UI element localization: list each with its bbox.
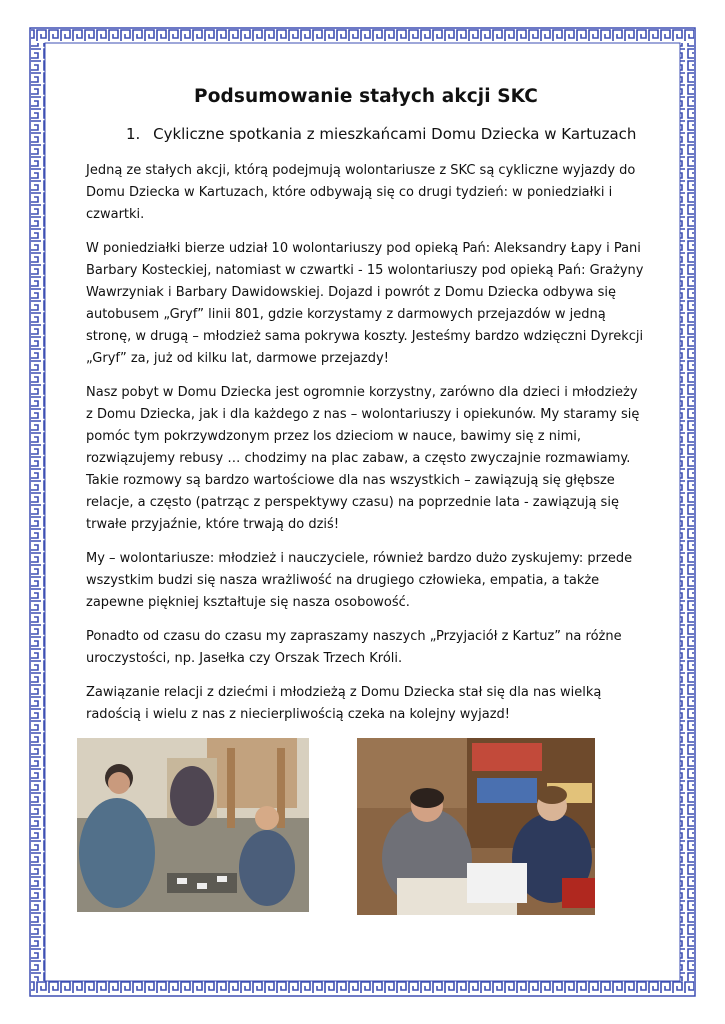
page-title: Podsumowanie stałych akcji SKC — [194, 86, 538, 107]
paragraph-6: Zawiązanie relacji z dziećmi i młodzieżą z Domu Dziecka stał się dla nas wielką radością i wielu z nas z niecierpliwością czeka na kolejny wyjazd! — [86, 685, 602, 722]
section-heading-text: Cykliczne spotkania z mieszkańcami Domu Dziecka w Kartuzach — [153, 125, 637, 143]
paragraph-3: Nasz pobyt w Domu Dziecka jest ogromnie korzystny, zarówno dla dzieci i młodzieży z Domu Dziecka, jak i dla każdego z nas – wolontariuszy i opiekunów. My staramy się pomóc tym pokrzywdzonym przez los dzieciom w nauce, bawimy się z nimi, rozwiązujemy rebusy … chodzimy na plac zabaw, a często zwyczajnie rozmawiamy. Takie rozmowy są bardzo wartościowe dla nas wszystkich – zawiązują się głębsze relacje, a często (patrząc z perspektywy czasu) na poprzednie lata - zawiązują się trwałe przyjaźnie, które trwają do dziś! — [86, 385, 640, 532]
photo-children-playing — [77, 738, 309, 912]
paragraph-2: W poniedziałki bierze udział 10 wolontariuszy pod opieką Pań: Aleksandry Łapy i Pani Barbary Kosteckiej, natomiast w czwartki - 15 wolontariuszy pod opieką Pań: Grażyny Wawrzyniak i Barbary Dawidowskiej. Dojazd i powrót z Domu Dziecka odbywa się autobusem „Gryf” linii 801, gdzie korzystamy z darmowych przejazdów w jedną stronę, w drugą – młodzież sama pokrywa koszty. Jesteśmy bardzo wdzięczni Dyrekcji „Gryf” za, już od kilku lat, darmowe przejazdy! — [86, 241, 644, 366]
section-heading — [126, 125, 646, 143]
paragraph-1: Jedną ze stałych akcji, którą podejmują wolontariusze z SKC są cykliczne wyjazdy do Domu Dziecka w Kartuzach, które odbywają się co drugi tydzień: w poniedziałki i czwartki. — [86, 163, 636, 222]
photo-volunteer-tutoring — [357, 738, 595, 915]
paragraph-4: My – wolontariusze: młodzież i nauczyciele, również bardzo dużo zyskujemy: przede wszystkim budzi się nasza wrażliwość na drugiego człowieka, empatia, a także zapewne piękniej kształtuje się nasza osobowość. — [86, 551, 633, 610]
paragraph-5: Ponadto od czasu do czasu my zapraszamy naszych „Przyjaciół z Kartuz” na różne uroczystości, np. Jasełka czy Orszak Trzech Króli. — [86, 629, 622, 666]
section-number: 1. — [126, 125, 141, 143]
document-body — [86, 86, 646, 738]
